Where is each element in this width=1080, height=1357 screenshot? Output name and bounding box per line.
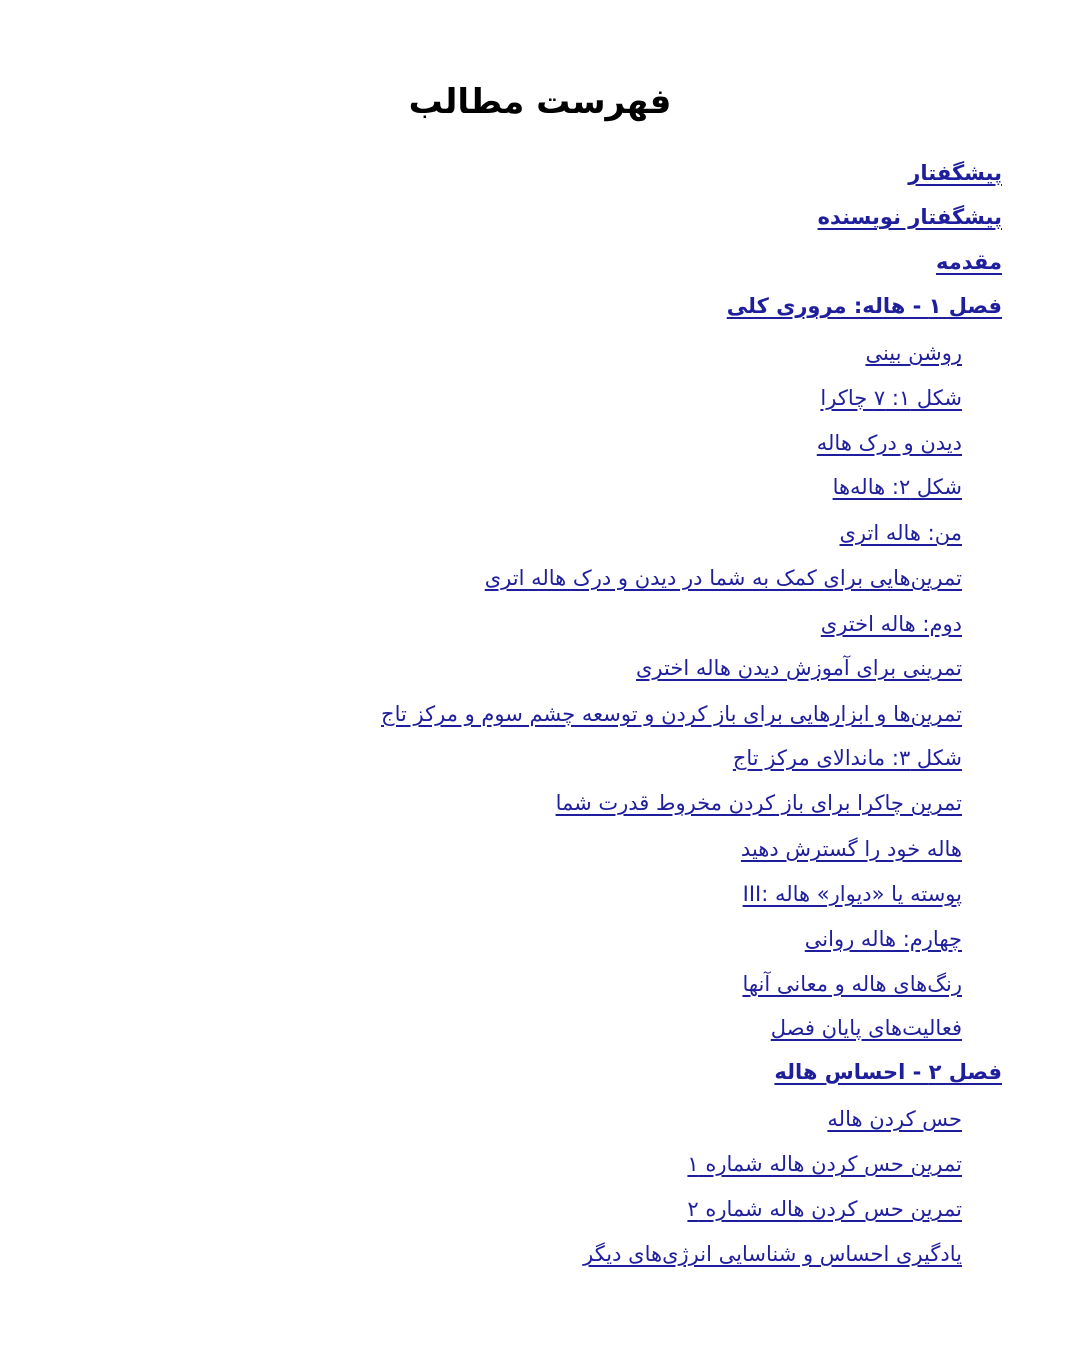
toc-link[interactable]: تمرین حس کردن هاله شماره ۲ bbox=[687, 1197, 962, 1221]
toc-link[interactable]: تمرین‌هایی برای کمک به شما در دیدن و درک هاله اتری bbox=[484, 566, 962, 590]
toc-link[interactable]: دیدن و درک هاله bbox=[816, 431, 962, 455]
toc-link[interactable]: رنگ‌های هاله و معانی آنها bbox=[742, 972, 962, 996]
toc-link[interactable]: فعالیت‌های پایان فصل bbox=[770, 1016, 962, 1040]
toc-link[interactable]: چهارم: هاله روانی bbox=[804, 927, 962, 951]
toc-link[interactable]: تمرین چاکرا برای باز کردن مخروط قدرت شما bbox=[555, 791, 962, 815]
page-title: فهرست مطالب bbox=[408, 82, 672, 122]
toc-link[interactable]: هاله خود را گسترش دهید bbox=[740, 837, 962, 861]
toc-link[interactable]: شکل ۲: هاله‌ها bbox=[832, 475, 962, 499]
toc-link[interactable]: III: پوسته یا «دیوار» هاله bbox=[742, 882, 962, 906]
toc-link[interactable]: پیشگفتار bbox=[908, 161, 1002, 185]
toc-link[interactable]: پیشگفتار نویسنده bbox=[817, 205, 1002, 229]
toc-link[interactable]: شکل ۱: ۷ چاکرا bbox=[820, 386, 962, 410]
toc-link[interactable]: فصل ۲ - احساس هاله bbox=[774, 1060, 1002, 1084]
toc-link[interactable]: یادگیری احساس و شناسایی انرژی‌های دیگر bbox=[583, 1242, 962, 1266]
toc-link[interactable]: تمرین حس کردن هاله شماره ۱ bbox=[687, 1152, 962, 1176]
toc-link[interactable]: فصل ۱ - هاله: مروری کلی bbox=[726, 294, 1002, 318]
toc-link[interactable]: مقدمه bbox=[936, 250, 1002, 274]
toc-link[interactable]: روشن بینی bbox=[865, 341, 962, 365]
toc-link[interactable]: دوم: هاله اختری bbox=[820, 612, 962, 636]
toc-link[interactable]: شکل ۳: ماندالای مرکز تاج bbox=[732, 746, 962, 770]
toc-link[interactable]: حس کردن هاله bbox=[827, 1107, 962, 1131]
toc-link[interactable]: تمرین‌ها و ابزارهایی برای باز کردن و توسعه چشم سوم و مرکز تاج bbox=[381, 702, 962, 726]
toc-link[interactable]: تمرینی برای آموزش دیدن هاله اختری bbox=[636, 656, 962, 680]
toc-link[interactable]: من: هاله اتری bbox=[839, 521, 962, 545]
